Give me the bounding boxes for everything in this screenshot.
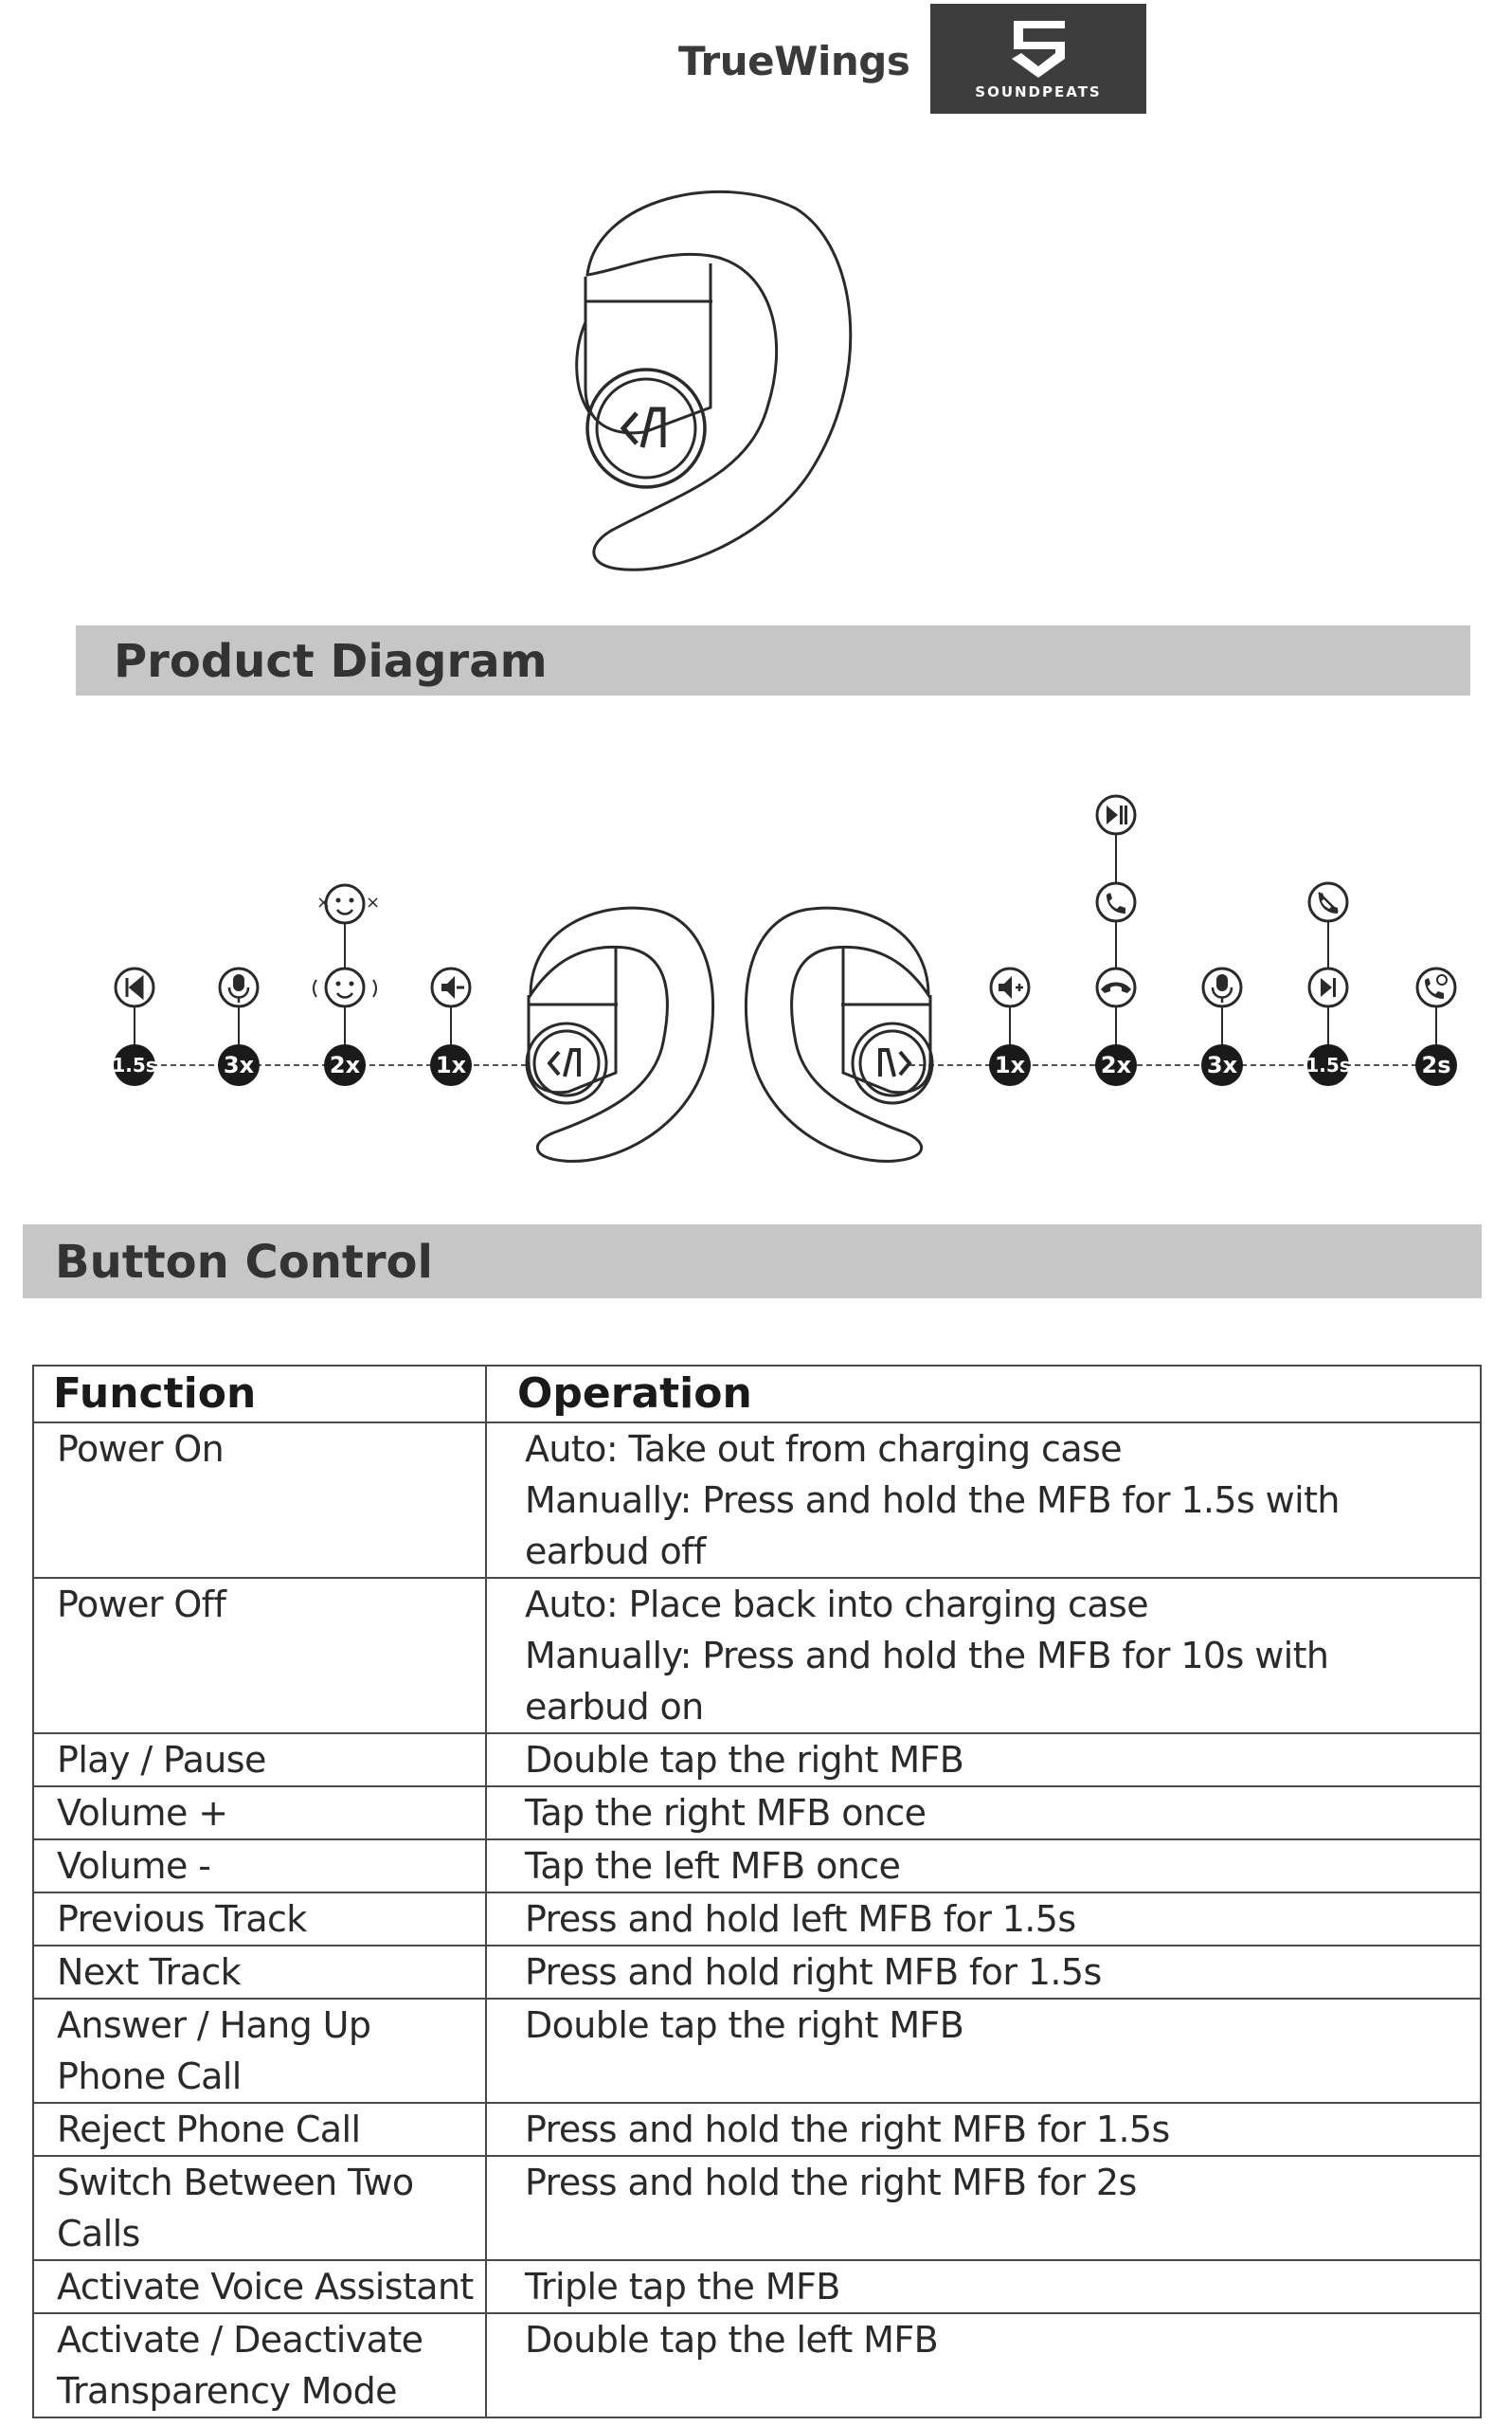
left-controls <box>112 885 472 1086</box>
table-row <box>33 2313 1481 2417</box>
table-row <box>33 2156 1481 2260</box>
operation-line: Press and hold the right MFB for 2s <box>525 2162 1137 2203</box>
operation-line: Auto: Take out from charging case <box>525 1428 1122 1470</box>
operation-cell <box>486 1422 1481 1578</box>
button-control-table <box>32 1365 1482 2418</box>
left-dot-label-3: 2x <box>329 1052 361 1078</box>
function-cell: Activate Voice Assistant <box>33 2260 486 2313</box>
operation-line: Press and hold the right MFB for 1.5s <box>525 2109 1170 2150</box>
operation-line: Manually: Press and hold the MFB for 1.5s with earbud off <box>525 1479 1340 1572</box>
table-row <box>33 2103 1481 2156</box>
operation-cell <box>486 1946 1481 1999</box>
operation-line: Press and hold right MFB for 1.5s <box>525 1951 1102 1993</box>
table-row <box>33 1999 1481 2103</box>
operation-line: Auto: Place back into charging case <box>525 1584 1149 1625</box>
operation-cell <box>486 1892 1481 1946</box>
right-dot-label-2: 2x <box>1100 1052 1132 1078</box>
function-header: Function <box>33 1366 486 1422</box>
right-earbud-icon <box>746 908 932 1161</box>
operation-line: Tap the left MFB once <box>525 1845 901 1887</box>
operation-line: Triple tap the MFB <box>525 2266 840 2308</box>
table-body <box>33 1422 1481 2417</box>
right-dot-label-1: 1x <box>994 1052 1026 1078</box>
operation-cell <box>486 2260 1481 2313</box>
right-dot-label-3: 3x <box>1206 1052 1238 1078</box>
operation-header: Operation <box>486 1366 1481 1422</box>
left-dot-label-1: 1.5s <box>112 1054 157 1077</box>
logo-text: SOUNDPEATS <box>975 83 1102 100</box>
smiley-icon <box>326 885 364 923</box>
operation-line: Press and hold left MFB for 1.5s <box>525 1898 1076 1940</box>
svg-text:×: × <box>316 893 332 913</box>
right-controls <box>989 796 1457 1086</box>
operation-line: Double tap the left MFB <box>525 2319 939 2361</box>
function-cell: Play / Pause <box>33 1733 486 1786</box>
operation-line: Tap the right MFB once <box>525 1792 927 1834</box>
operation-cell <box>486 2156 1481 2260</box>
operation-line: Double tap the right MFB <box>525 2004 964 2046</box>
soundpeats-logo <box>930 4 1146 114</box>
function-cell: Previous Track <box>33 1892 486 1946</box>
table-row <box>33 1733 1481 1786</box>
function-cell: Volume - <box>33 1839 486 1892</box>
function-cell: Power On <box>33 1422 486 1578</box>
answer-call-icon <box>1097 883 1135 921</box>
table-row <box>33 1578 1481 1733</box>
operation-cell <box>486 1733 1481 1786</box>
right-dot-label-5: 2s <box>1421 1052 1451 1078</box>
table-header-row <box>33 1366 1481 1422</box>
operation-cell <box>486 1999 1481 2103</box>
function-cell: Switch Between Two Calls <box>33 2156 486 2260</box>
table-row <box>33 1786 1481 1839</box>
function-cell: Next Track <box>33 1946 486 1999</box>
operation-line: Manually: Press and hold the MFB for 10s with earbud on <box>525 1635 1329 1728</box>
operation-cell <box>486 1839 1481 1892</box>
function-cell: Activate / Deactivate Transparency Mode <box>33 2313 486 2417</box>
function-cell: Power Off <box>33 1578 486 1733</box>
table-row <box>33 1422 1481 1578</box>
product-diagram-header <box>76 625 1470 696</box>
button-control-header <box>23 1224 1482 1298</box>
function-cell: Volume + <box>33 1786 486 1839</box>
operation-cell <box>486 2313 1481 2417</box>
brand-title: TrueWings <box>678 38 910 84</box>
left-dot-label-4: 1x <box>435 1052 467 1078</box>
product-diagram-title: Product Diagram <box>114 635 548 688</box>
function-cell: Reject Phone Call <box>33 2103 486 2156</box>
earbud-illustration <box>531 180 891 588</box>
operation-cell <box>486 1786 1481 1839</box>
operation-line: Double tap the right MFB <box>525 1739 964 1781</box>
svg-text:×: × <box>366 893 381 913</box>
function-cell: Answer / Hang Up Phone Call <box>33 1999 486 2103</box>
button-control-title: Button Control <box>55 1236 433 1289</box>
switch-call-icon <box>1417 969 1455 1006</box>
left-dot-label-2: 3x <box>223 1052 255 1078</box>
left-earbud-icon <box>527 908 713 1161</box>
table-row <box>33 1946 1481 1999</box>
table-row <box>33 1892 1481 1946</box>
operation-cell <box>486 1578 1481 1733</box>
right-dot-label-4: 1.5s <box>1305 1054 1351 1077</box>
table-row <box>33 2260 1481 2313</box>
operation-cell <box>486 2103 1481 2156</box>
transparency-mode-icon <box>326 969 364 1006</box>
table-row <box>33 1839 1481 1892</box>
button-diagram <box>0 777 1512 1175</box>
